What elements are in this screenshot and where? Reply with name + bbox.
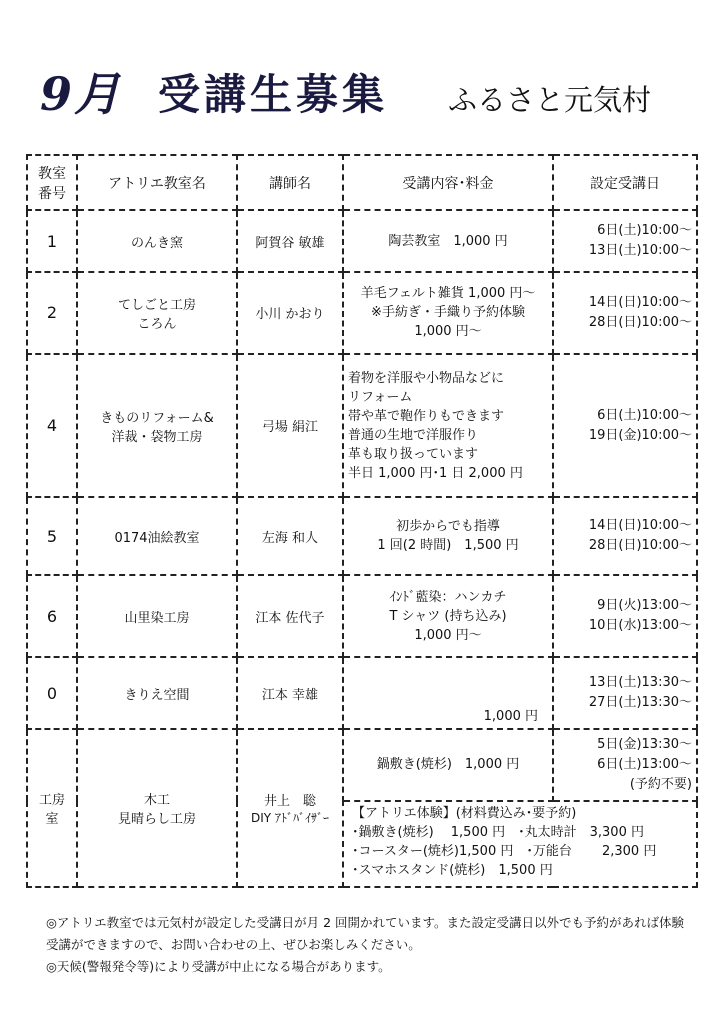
village-name: ふるさと元気村 [448, 83, 652, 117]
date-note: (予約不要) [629, 776, 692, 792]
header-teacher: 講師名 [237, 155, 343, 210]
class-dates [553, 272, 697, 354]
class-content: 着物を洋服や小物品などに リフォーム 帯や革で鞄作りもできます 普通の生地で洋服作り 革も取り扱っています 半日 1,000 円･1 日 2,000 円 [343, 354, 553, 498]
teacher-role: DIY ｱﾄﾞﾊﾞｲｻﾞｰ [251, 811, 329, 826]
page-header [40, 58, 700, 128]
table-row [27, 497, 697, 575]
date-line: 14日(日)10:00～ [588, 294, 692, 310]
header-number: 教室 番号 [27, 155, 77, 210]
date-line: 5日(金)13:30～ [597, 736, 692, 752]
class-dates [553, 210, 697, 272]
table-row [27, 729, 697, 801]
date-line: 13日(土)10:00～ [588, 243, 692, 259]
class-content: 鍋敷き(焼杉) 1,000 円 [343, 729, 553, 801]
atelier-name: 木工 見晴らし工房 [77, 729, 237, 887]
class-dates [553, 354, 697, 498]
atelier-name: きものリフォーム& 洋裁・袋物工房 [77, 354, 237, 498]
experience-title: 【アトリエ体験】(材料費込み･要予約) [352, 805, 577, 821]
class-dates [553, 497, 697, 575]
recruitment-title: 受講生募集 [158, 70, 389, 119]
class-dates [553, 657, 697, 729]
class-number: 1 [27, 210, 77, 272]
teacher-name: 左海 和人 [237, 497, 343, 575]
table-row [27, 354, 697, 498]
atelier-name: てしごと工房 ころん [77, 272, 237, 354]
date-line: 28日(日)10:00～ [588, 314, 692, 330]
date-line: 6日(土)10:00～ [597, 223, 692, 239]
header-dates: 設定受講日 [553, 155, 697, 210]
atelier-name: 0174油絵教室 [77, 497, 237, 575]
class-content: ｲﾝﾄﾞ藍染：ハンカチ T シャツ (持ち込み) 1,000 円～ [343, 575, 553, 657]
footer-note: ◎アトリエ教室では元気村が設定した受講日が月 2 回開かれています。また設定受講日以外でも予約があれば体験受講ができますので、お問い合わせの上、ぜひお楽しみください。 [46, 915, 685, 952]
footer-notes [46, 912, 686, 978]
class-number: 6 [27, 575, 77, 657]
teacher-name: 江本 幸雄 [237, 657, 343, 729]
experience-line: ･コースター(焼杉)1,500 円 ･万能台 2,300 円 [352, 843, 657, 859]
date-line: 28日(日)10:00～ [588, 538, 692, 554]
teacher-cell [237, 729, 343, 887]
teacher-name: 弓場 絹江 [237, 354, 343, 498]
class-content: 陶芸教室 1,000 円 [343, 210, 553, 272]
table-row [27, 575, 697, 657]
atelier-name: のんき窯 [77, 210, 237, 272]
footer-note: ◎天候(警報発令等)により受講が中止になる場合があります。 [46, 959, 391, 974]
class-content: 初歩からでも指導 1 回(2 時間) 1,500 円 [343, 497, 553, 575]
class-schedule-table [26, 154, 698, 888]
header-atelier: アトリエ教室名 [77, 155, 237, 210]
class-number: 工房 室 [27, 729, 77, 887]
date-line: 6日(土)13:00～ [597, 756, 692, 772]
class-number: 5 [27, 497, 77, 575]
table-row [27, 272, 697, 354]
class-number: 2 [27, 272, 77, 354]
atelier-name: きりえ空間 [77, 657, 237, 729]
atelier-name: 山里染工房 [77, 575, 237, 657]
class-dates [553, 575, 697, 657]
class-number: 4 [27, 354, 77, 498]
table-row [27, 657, 697, 729]
table-row [27, 210, 697, 272]
date-line: 10日(水)13:00～ [588, 618, 692, 634]
teacher-name: 阿賀谷 敏雄 [237, 210, 343, 272]
table-header-row [27, 155, 697, 210]
date-line: 27日(土)13:30～ [588, 695, 692, 711]
atelier-experience [343, 801, 697, 887]
date-line: 14日(日)10:00～ [588, 518, 692, 534]
class-content: 羊毛フェルト雑貨 1,000 円～ ※手紡ぎ・手織り予約体験 1,000 円～ [343, 272, 553, 354]
experience-line: ･スマホスタンド(焼杉) 1,500 円 [352, 862, 553, 878]
date-line: 9日(火)13:00～ [597, 598, 692, 614]
teacher-name: 井上 聡 [263, 794, 316, 810]
date-line: 13日(土)13:30～ [588, 675, 692, 691]
teacher-name: 江本 佐代子 [237, 575, 343, 657]
month-title: 9月 [40, 67, 123, 121]
date-line: 6日(土)10:00～ [597, 407, 692, 423]
header-content: 受講内容･料金 [343, 155, 553, 210]
class-number: 0 [27, 657, 77, 729]
date-line: 19日(金)10:00～ [588, 427, 692, 443]
teacher-name: 小川 かおり [237, 272, 343, 354]
experience-line: ･鍋敷き(焼杉) 1,500 円 ･丸太時計 3,300 円 [352, 824, 644, 840]
class-dates [553, 729, 697, 801]
class-content: 1,000 円 [343, 657, 553, 729]
